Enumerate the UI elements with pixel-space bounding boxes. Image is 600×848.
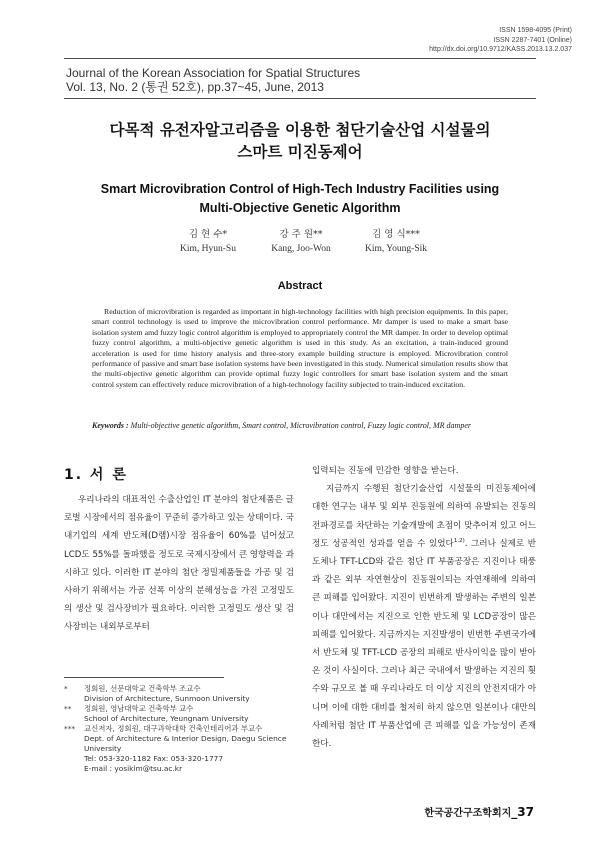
footer-journal-name: 한국공간구조학회지	[424, 808, 512, 819]
footnote-1-line1: 정회원, 선문대학교 건축학부 조교수	[84, 684, 201, 693]
footnote-1-mark: *	[64, 684, 68, 693]
footnote-2-mark: **	[64, 704, 72, 713]
keywords	[92, 421, 508, 431]
author-3-ko: 김 영 식***	[372, 229, 420, 240]
footnote-2-line2: School of Architecture, Yeungnam University	[84, 714, 249, 723]
volume-info: Vol. 13, No. 2 (통권 52호), pp.37~45, June, 2013	[66, 80, 324, 94]
title-en-line2: Multi-Objective Genetic Algorithm	[199, 201, 401, 215]
keywords-label: Keywords :	[92, 421, 129, 430]
footnote-3-line1: 교신저자, 정회원, 대구과학대학 건축인테리어과 부교수	[84, 724, 263, 733]
footnote-3-line4: E-mail : yosikim@tsu.ac.kr	[84, 764, 183, 773]
footnote-2	[64, 704, 296, 724]
author-2-en: Kang, Joo-Won	[271, 244, 331, 254]
author-1-ko: 김 현 수*	[188, 229, 228, 240]
title-ko-line1: 다목적 유전자알고리즘을 이용한 첨단기술산업 시설물의	[109, 121, 491, 139]
abstract-heading: Abstract	[277, 280, 323, 292]
abstract-text: Reduction of microvibration is regarded as important in high-technology facilities with high precision equipments. In this paper, smart control technology is used to improve the microvibration control performance. Mr damper is used to make a smart base isolation system amd fuzzy logic control algorithm is employed to appropriately control the MR damper. In order to develop optimal fuzzy control algorithm, a multi-objective genetic algorithm is used in this study. As an excitation, a train-induced ground acceleration is used for time history analysis and three-story example building structure is employed. Microvibration control performance of passive and smart base isolation systems have been investigated in this study. Numerical simulation results show that the multi-objective genetic algorithm can provide optimal fuzzy logic controllers for smart base isolation system and the smart control system can effectively reduce microvibration of a high-technology facility subjected to train-induced excitation.	[92, 307, 508, 389]
doi-link[interactable]: http://dx.doi.org/10.9712/KASS.2013.13.2.037	[429, 46, 572, 53]
footnote-2-line1: 정회원, 영남대학교 건축학부 교수	[84, 704, 194, 713]
footnotes	[64, 684, 296, 774]
keywords-text: Multi-objective genetic algorithm, Smart control, Microvibration control, Fuzzy logic control, MR damper	[130, 421, 471, 430]
page-footer	[424, 804, 534, 819]
intro-paragraph-2-part-a: 지금까지 수행된 첨단기술산업 시설물의 미진동제어에 대한 연구는 내부 및 외부 진동원에 의하여 유발되는 진동의 전파경로를 차단하는 기술개발에 초점이 맞추어져 있고 어느 정도 성공적인 성과를 얻을 수 있었다	[312, 484, 536, 549]
intro-paragraph-1-continued: 입력되는 진동에 민감한 영향을 받는다.	[312, 466, 459, 476]
footnote-1	[64, 684, 296, 704]
left-column	[64, 491, 294, 637]
journal-info	[66, 66, 360, 94]
issn-online: ISSN 2287-7401 (Online)	[493, 36, 572, 44]
footnote-1-line2: Division of Architecture, Sunmoon University	[84, 694, 250, 703]
header-rule-bottom	[64, 98, 536, 99]
title-ko-line2: 스마트 미진동제어	[237, 143, 363, 161]
right-column	[312, 462, 536, 753]
title-english	[40, 180, 560, 218]
author-3	[338, 228, 454, 256]
issn-block	[429, 26, 572, 55]
intro-paragraph-2	[312, 480, 536, 753]
title-korean	[40, 119, 560, 163]
footnote-3-line2: Dept. of Architecture & Interior Design, Daegu Science University	[84, 734, 287, 753]
citation-1-2: 1,2)	[453, 537, 465, 544]
header-rule-top	[64, 58, 536, 59]
footnote-3-line3: Tel: 053-320-1182 Fax: 053-320-1777	[84, 754, 224, 763]
footnote-3-mark: ***	[64, 724, 76, 733]
section-heading-introduction: 1. 서 론	[64, 467, 128, 483]
page-number: _37	[511, 805, 534, 819]
author-3-en: Kim, Young-Sik	[364, 244, 428, 254]
intro-paragraph-1: 우리나라의 대표적인 수출산업인 IT 분야의 첨단제품은 글로벌 시장에서의 점유율이 꾸준히 증가하고 있는 상태이다. 국내기업의 세계 반도체(D램)시장 점유율이 60%를 넘어섰고 LCD도 55%를 돌파했을 정도로 국제시장에서 큰 영향력을 과시하고 있다. 이러한 IT 분야의 첨단 정밀제품들을 가공 및 검사하기 위해서는 가공 선폭 이상의 분해성능을 가진 고정밀도의 생산 및 검사장비가 필요하다. 이러한 고정밀도 생산 및 검사장비는 내외부로부터	[64, 495, 294, 633]
journal-name: Journal of the Korean Association for Spatial Structures	[66, 66, 361, 80]
intro-paragraph-2-part-b: . 그러나 실제로 반도체나 TFT-LCD와 같은 첨단 IT 부품공장은 지진이나 태풍과 같은 외부 자연현상이 진동원이되는 자연재해에 의하여 큰 피해를 입어왔다. 지진이 빈번하게 발생하는 주변의 일본이나 대만에서는 지진으로 인한 반도체 및 LCD공장이 많은 피해를 입어왔다. 지금까지는 지진발생이 빈번한 주변국가에서 반도체 및 TFT-LCD 공장의 피해로 반사이익을 많이 받아온 것이 사실이다. 그러나 최근 국내에서 발생하는 지진의 횟수와 규모로 볼 때 우리나라도 더 이상 지진의 안전지대가 아니며 이에 대한 대비를 철저히 하지 않으면 일본이나 대만의 사례처럼 첨단 IT 부품산업에 큰 피해를 입을 가능성이 존재한다.	[312, 538, 537, 750]
author-2-ko: 강 주 원**	[279, 229, 323, 240]
title-en-line1: Smart Microvibration Control of High-Tech Industry Facilities using	[100, 182, 500, 196]
footnote-3	[64, 724, 296, 774]
issn-print: ISSN 1598-4095 (Print)	[499, 27, 572, 34]
footnote-rule	[64, 677, 224, 678]
author-1-en: Kim, Hyun-Su	[180, 244, 236, 254]
